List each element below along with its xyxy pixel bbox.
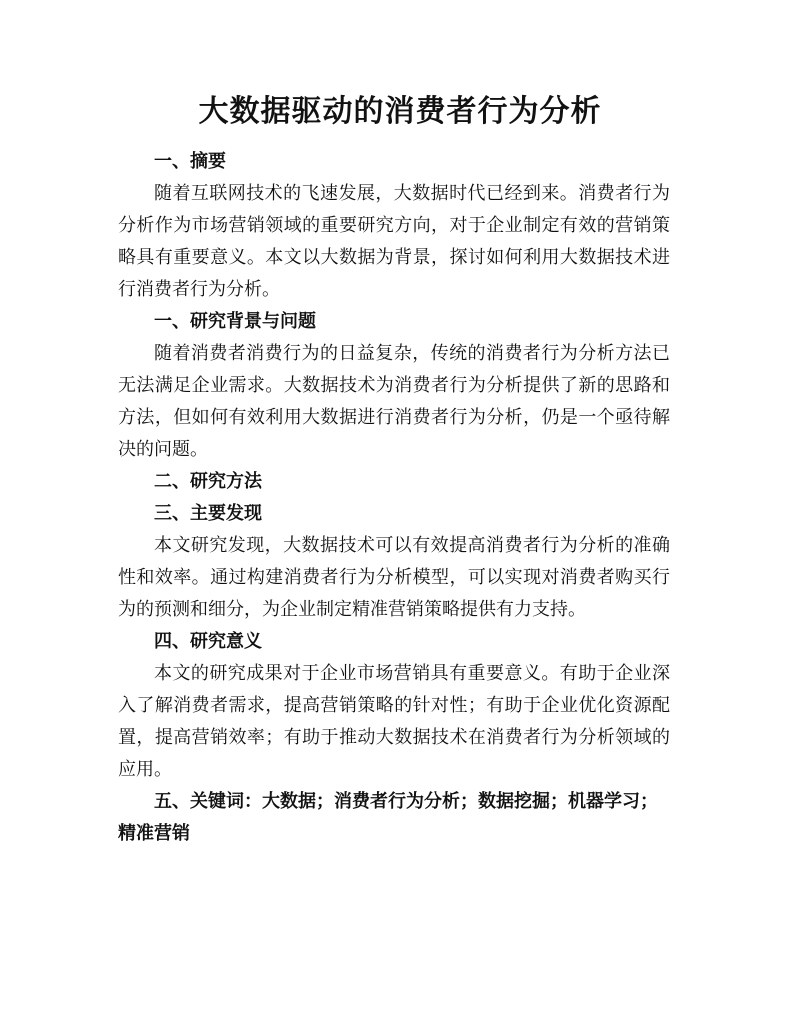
section-paragraph-significance: 本文的研究成果对于企业市场营销具有重要意义。有助于企业深入了解消费者需求，提高营销策略的针对性；有助于企业优化资源配置，提高营销效率；有助于推动大数据技术在消费者行为分析领域的应用。 [118,663,670,780]
section-heading-abstract: 一、摘要 [154,151,226,172]
section-heading-methods: 二、研究方法 [154,471,262,492]
section-paragraph-abstract: 随着互联网技术的飞速发展，大数据时代已经到来。消费者行为分析作为市场营销领域的重要研究方向，对于企业制定有效的营销策略具有重要意义。本文以大数据为背景，探讨如何利用大数据技术进行消费者行为分析。 [118,183,670,300]
document-body [118,146,670,850]
section-heading-significance: 四、研究意义 [154,631,262,652]
document-title: 大数据驱动的消费者行为分析 [198,94,602,129]
section-heading-findings: 三、主要发现 [154,503,262,524]
section-paragraph-findings: 本文研究发现，大数据技术可以有效提高消费者行为分析的准确性和效率。通过构建消费者行为分析模型，可以实现对消费者购买行为的预测和细分，为企业制定精准营销策略提供有力支持。 [118,535,670,620]
section-paragraph-background: 随着消费者消费行为的日益复杂，传统的消费者行为分析方法已无法满足企业需求。大数据技术为消费者行为分析提供了新的思路和方法，但如何有效利用大数据进行消费者行为分析，仍是一个亟待解决的问题。 [118,343,670,460]
section-heading-background: 一、研究背景与问题 [154,311,316,332]
keywords-line: 五、关键词：大数据；消费者行为分析；数据挖掘；机器学习；精准营销 [118,791,658,844]
